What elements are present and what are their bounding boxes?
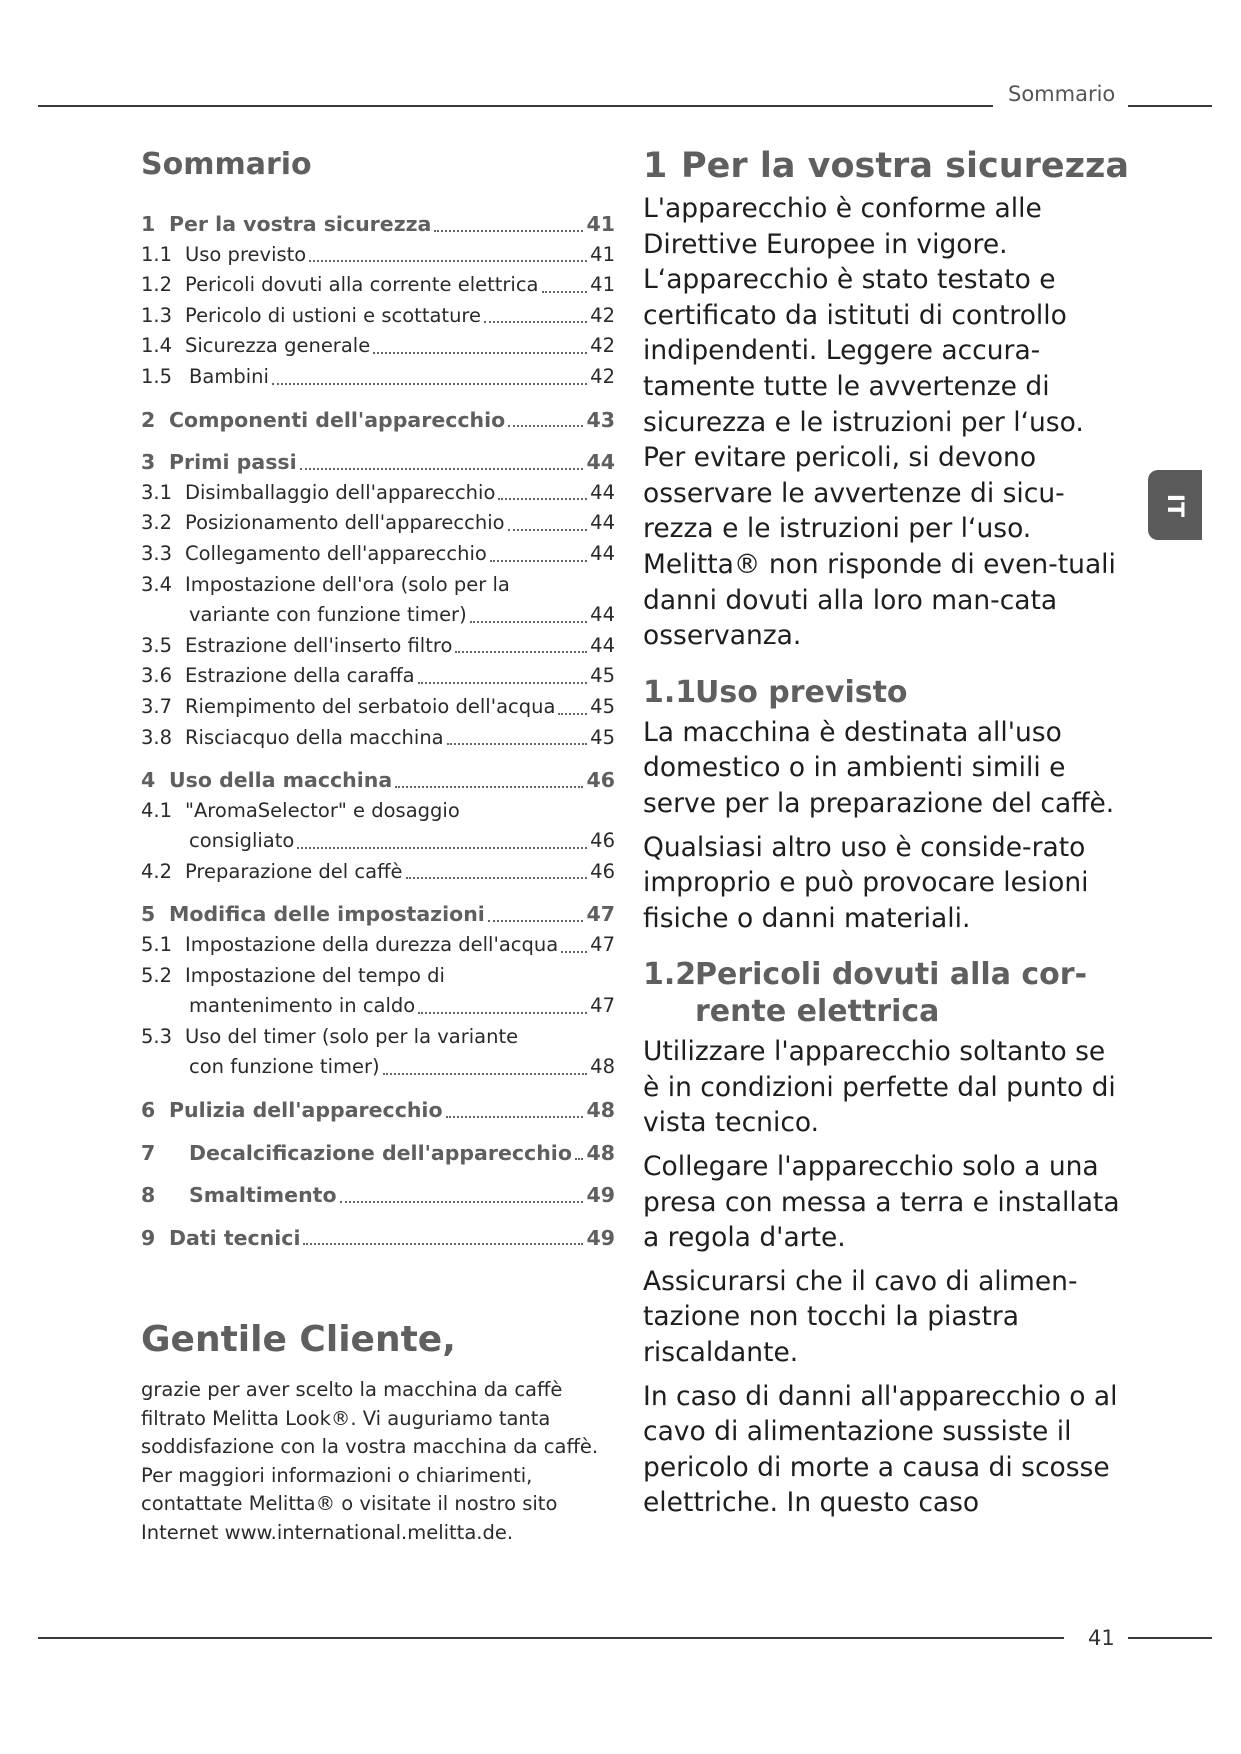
toc-entry[interactable]: 3.6 Estrazione della caraffa 45 xyxy=(141,664,615,688)
toc-entry[interactable]: 1.3 Pericolo di ustioni e scottature 42 xyxy=(141,303,615,327)
greeting-title: Gentile Cliente, xyxy=(141,1319,456,1360)
toc-leader xyxy=(383,1073,588,1075)
toc-entry[interactable]: 5.1 Impostazione della durezza dell'acqua 47 xyxy=(141,933,615,957)
section-1-2-paragraph-4: In caso di danni all'apparecchio o al cavo di alimentazione sussiste il pericolo di morte a causa di scosse elettriche. In questo caso xyxy=(643,1380,1118,1519)
section-1-2-paragraph-3: Assicurarsi che il cavo di alimen-tazione non tocchi la piastra riscaldante. xyxy=(643,1265,1078,1369)
header-rule-left xyxy=(38,105,993,107)
toc-leader xyxy=(498,498,587,500)
toc-leader xyxy=(309,260,587,262)
toc-leader xyxy=(418,1012,587,1014)
section-1-paragraph: L'apparecchio è conforme alle Direttive Europee in vigore. L‘apparecchio è stato testato e certificato da istituti di controllo indipendenti. Leggere accura-tamente tutte le avvertenze di sicurezza e le istruzioni per l‘uso. Per evitare pericoli, si devono osservare le avvertenze di sicu-rezza e le istruzioni per l‘uso. Melitta® non risponde di even-tuali danni dovuti alla loro man-cata osservanza. xyxy=(643,193,1116,652)
toc-entry[interactable]: 2 Componenti dell'apparecchio 43 xyxy=(141,407,615,432)
toc-leader xyxy=(447,743,588,745)
toc-leader xyxy=(508,425,583,427)
toc-entry-continuation[interactable]: con funzione timer) 48 xyxy=(189,1055,615,1079)
table-of-contents xyxy=(141,145,615,1253)
toc-leader xyxy=(303,1243,583,1245)
toc-entry[interactable]: 1.5 Bambini 42 xyxy=(141,364,615,388)
toc-entry[interactable]: 1.2 Pericoli dovuti alla corrente elettrica 41 xyxy=(141,273,615,297)
toc-entry[interactable]: 9 Dati tecnici 49 xyxy=(141,1225,615,1250)
toc-leader xyxy=(490,560,587,562)
toc-entry[interactable]: 1 Per la vostra sicurezza 41 xyxy=(141,212,615,236)
toc-leader xyxy=(300,468,584,470)
toc-leader xyxy=(373,352,587,354)
greeting-section xyxy=(141,1318,621,1547)
toc-entry-continuation[interactable]: variante con funzione timer) 44 xyxy=(189,603,615,627)
section-1-2-paragraph-1: Utilizzare l'apparecchio soltanto se è in condizioni perfette dal punto di vista tecnico. xyxy=(643,1036,1116,1139)
section-1-1-paragraph-1: La macchina è destinata all'uso domestico o in ambienti simili e serve per la preparazione del caffè. xyxy=(643,716,1115,819)
toc-leader xyxy=(406,877,588,879)
toc-entry-continuation[interactable]: consigliato 46 xyxy=(189,829,615,853)
section-1-1-paragraph-2: Qualsiasi altro uso è conside-rato improprio e può provocare lesioni fisiche o danni materiali. xyxy=(643,831,1089,934)
toc-entry[interactable]: 5.3 Uso del timer (solo per la variante xyxy=(141,1024,519,1048)
toc-entry[interactable]: 3.4 Impostazione dell'ora (solo per la xyxy=(141,572,510,596)
toc-entry[interactable]: 1.4 Sicurezza generale 42 xyxy=(141,334,615,358)
toc-entry[interactable]: 7 Decalcificazione dell'apparecchio 48 xyxy=(141,1140,615,1165)
toc-entry[interactable]: 1.1 Uso previsto 41 xyxy=(141,242,615,266)
toc-leader xyxy=(561,951,587,953)
section-1-title: 1 Per la vostra sicurezza xyxy=(643,146,1129,186)
toc-entry[interactable]: 6 Pulizia dell'apparecchio 48 xyxy=(141,1098,615,1123)
toc-entry-continuation[interactable]: mantenimento in caldo 47 xyxy=(189,994,615,1018)
toc-entry[interactable]: 4 Uso della macchina 46 xyxy=(141,768,615,793)
toc-leader xyxy=(340,1201,584,1203)
toc-leader xyxy=(272,383,587,385)
toc-leader xyxy=(484,321,587,323)
header-rule-right xyxy=(1128,105,1212,107)
language-tab-label: IT xyxy=(1162,493,1188,517)
footer-rule-left xyxy=(38,1637,1064,1639)
toc-leader xyxy=(455,651,587,653)
toc-leader xyxy=(488,920,584,922)
footer-rule-right xyxy=(1128,1637,1212,1639)
toc-entry[interactable]: 4.1 "AromaSelector" e dosaggio xyxy=(141,798,460,822)
toc-leader xyxy=(542,291,588,293)
main-content xyxy=(643,143,1129,1529)
toc-entry[interactable]: 4.2 Preparazione del caffè 46 xyxy=(141,859,615,883)
toc-leader xyxy=(470,621,587,623)
toc-leader xyxy=(434,230,583,232)
toc-heading: Sommario xyxy=(141,147,312,182)
section-1-2-title: 1.2Pericoli dovuti alla cor- rente elettrica xyxy=(643,957,1088,1030)
toc-leader xyxy=(395,786,583,788)
toc-entry[interactable]: 5.2 Impostazione del tempo di xyxy=(141,963,445,987)
toc-leader xyxy=(418,682,588,684)
language-tab[interactable] xyxy=(1148,470,1202,540)
toc-entry[interactable]: 8 Smaltimento 49 xyxy=(141,1183,615,1208)
greeting-body: grazie per aver scelto la macchina da caffè filtrato Melitta Look®. Vi auguriamo tanta soddisfazione con la vostra macchina da caffè. Per maggiori informazioni o chiarimenti, contattate Melitta® o visitate il nostro sito Internet www.international.melitta.de. xyxy=(141,1378,599,1544)
section-1-1-title: 1.1Uso previsto xyxy=(643,674,908,710)
toc-entry[interactable]: 3.2 Posizionamento dell'apparecchio 44 xyxy=(141,511,615,535)
toc-entry[interactable]: 5 Modifica delle impostazioni 47 xyxy=(141,902,615,927)
toc-entry[interactable]: 3.3 Collegamento dell'apparecchio 44 xyxy=(141,541,615,565)
toc-entry[interactable]: 3.8 Risciacquo della macchina 45 xyxy=(141,725,615,749)
toc-leader xyxy=(297,847,587,849)
toc-leader xyxy=(446,1116,584,1118)
section-1-2-paragraph-2: Collegare l'apparecchio solo a una presa con messa a terra e installata a regola d'arte. xyxy=(643,1151,1120,1254)
toc-entry[interactable]: 3 Primi passi 44 xyxy=(141,450,615,475)
toc-entry[interactable]: 3.1 Disimballaggio dell'apparecchio 44 xyxy=(141,480,615,504)
toc-leader xyxy=(508,529,588,531)
toc-leader xyxy=(558,713,587,715)
toc-entry[interactable]: 3.5 Estrazione dell'inserto filtro 44 xyxy=(141,633,615,657)
page-number: 41 xyxy=(1088,1626,1115,1650)
toc-entry[interactable]: 3.7 Riempimento del serbatoio dell'acqua 45 xyxy=(141,694,615,718)
header-title: Sommario xyxy=(1008,82,1116,106)
toc-leader xyxy=(575,1158,584,1160)
